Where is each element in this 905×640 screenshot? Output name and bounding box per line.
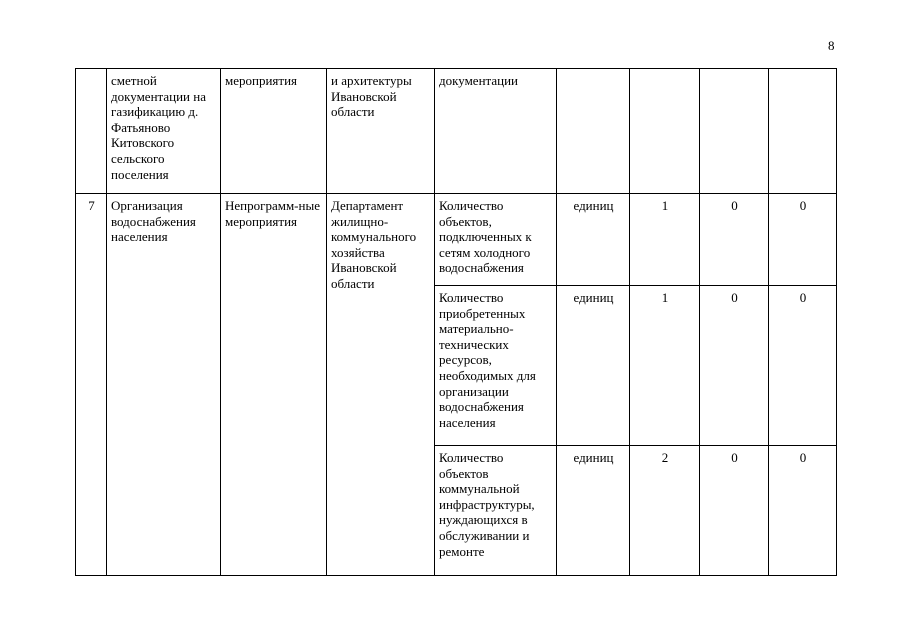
value-cell-2: 0: [700, 286, 769, 446]
activity-name-cell: сметной документации на газификацию д. Фатьяново Китовского сельского поселения: [107, 69, 221, 194]
indicator-cell: Количество объектов, подключенных к сетям холодного водоснабжения: [435, 194, 557, 286]
activity-type-cell: Непрограмм-ные мероприятия: [221, 194, 327, 576]
table-row: [76, 194, 837, 286]
indicator-cell: Количество приобретенных материально-технических ресурсов, необходимых для организации водоснабжения населения: [435, 286, 557, 446]
value-cell-3: 0: [769, 286, 837, 446]
unit-cell: единиц: [557, 446, 630, 576]
activity-type-cell: мероприятия: [221, 69, 327, 194]
executor-cell: Департамент жилищно-коммунального хозяйства Ивановской области: [327, 194, 435, 576]
value-cell-2: 0: [700, 446, 769, 576]
indicator-cell: Количество объектов коммунальной инфраструктуры, нуждающихся в обслуживании и ремонте: [435, 446, 557, 576]
value-cell-2: [700, 69, 769, 194]
program-table: [75, 68, 837, 576]
table-row: [76, 69, 837, 194]
executor-cell: и архитектуры Ивановской области: [327, 69, 435, 194]
activity-name-cell: Организация водоснабжения населения: [107, 194, 221, 576]
unit-cell: единиц: [557, 286, 630, 446]
value-cell-3: 0: [769, 446, 837, 576]
row-number-cell: [76, 69, 107, 194]
value-cell-3: 0: [769, 194, 837, 286]
page-number: 8: [828, 38, 835, 53]
value-cell-1: 1: [630, 286, 700, 446]
value-cell-3: [769, 69, 837, 194]
value-cell-1: [630, 69, 700, 194]
row-number-cell: 7: [76, 194, 107, 576]
unit-cell: единиц: [557, 194, 630, 286]
value-cell-2: 0: [700, 194, 769, 286]
value-cell-1: 1: [630, 194, 700, 286]
value-cell-1: 2: [630, 446, 700, 576]
unit-cell: [557, 69, 630, 194]
indicator-cell: документации: [435, 69, 557, 194]
